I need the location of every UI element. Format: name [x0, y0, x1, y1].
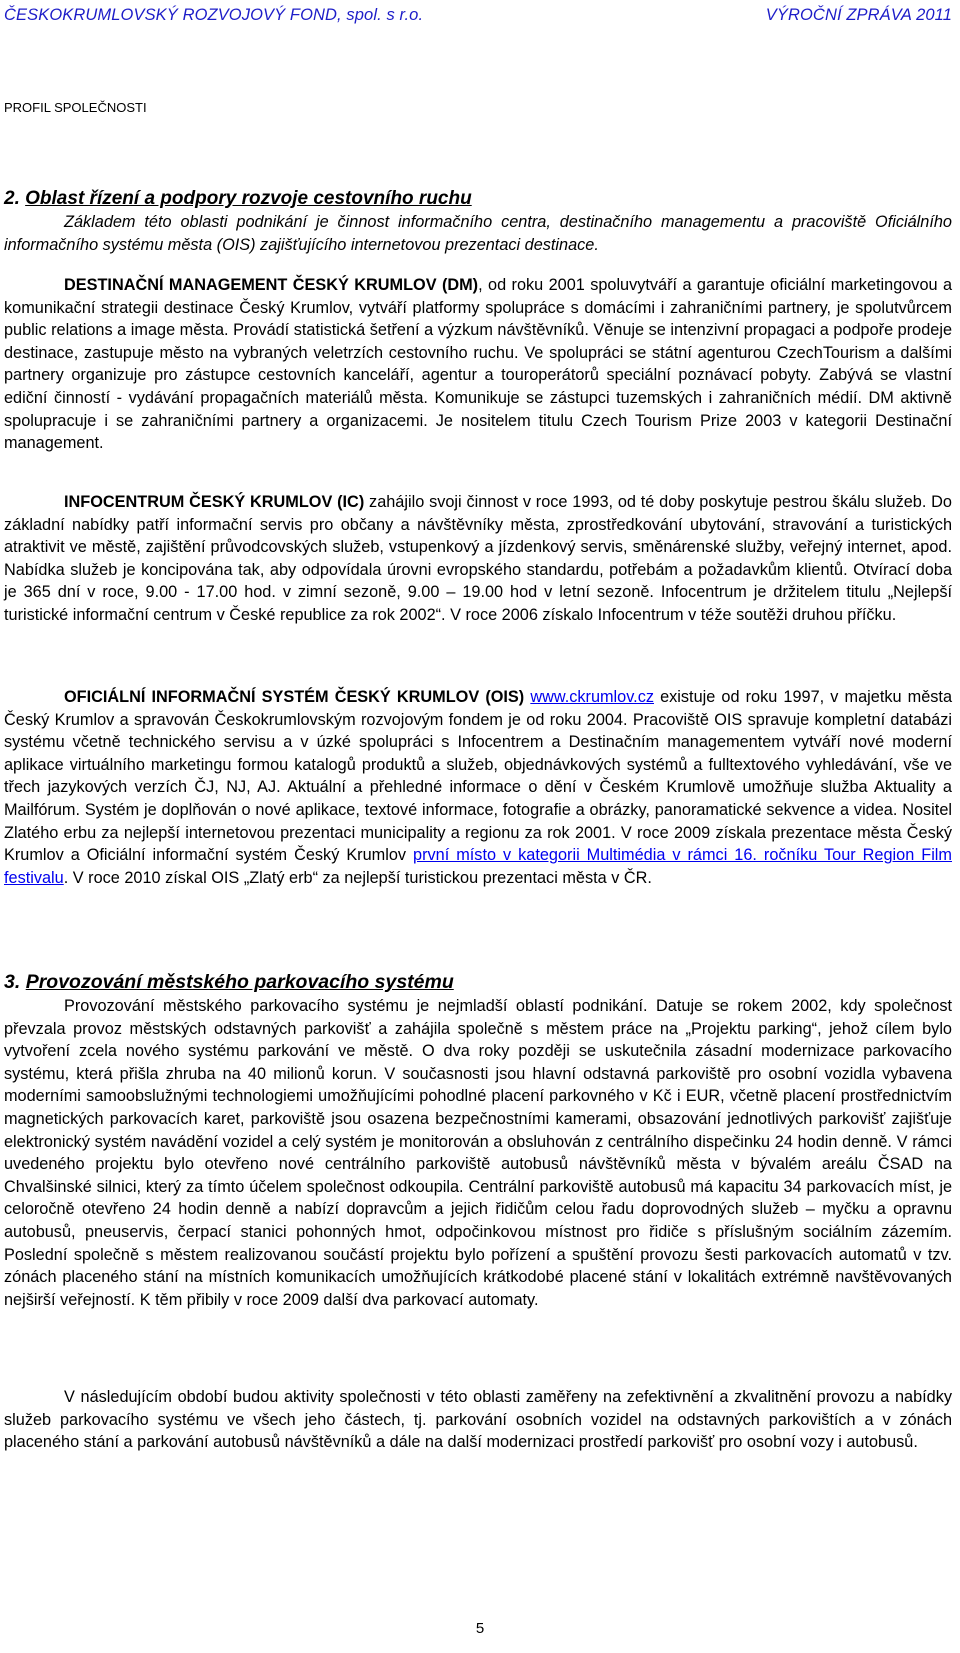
- section-2-intro: Základem této oblasti podnikání je činnost informačního centra, destinačního managementu a pracoviště Oficiálního informačního systému města (OIS) zajišťujícího internetovou prezentaci destinace.: [4, 213, 952, 254]
- ic-text: zahájilo svoji činnost v roce 1993, od té doby poskytuje pestrou škálu služeb. Do základní nabídky patří informační servis pro občany a návštěvníky města, zprostředkování ubytování, stravování a turistických atraktivit ve městě, zajištění průvodcovských služeb, vstupenkový a jízdenkový servis, směnárenské služby, veřejný internet, apod. Nabídka služeb je koncipována tak, aby odpovídala úrovni evropského standardu, potřebám a požadavkům klientů. Otvírací doba je 365 dní v roce, 9.00 - 17.00 hod. v zimní sezoně, 9.00 – 19.00 hod v letní sezoně. Infocentrum je držitelem titulu „Nejlepší turistické informační centrum v České republice za rok 2002“. V roce 2006 získalo Infocentrum v téže soutěži druhou příčku.: [4, 493, 952, 624]
- section-label: PROFIL SPOLEČNOSTI: [4, 100, 147, 115]
- section-3-paragraph-2-wrap: [4, 1386, 952, 1454]
- section-3: [4, 970, 952, 1311]
- dm-heading: DESTINAČNÍ MANAGEMENT ČESKÝ KRUMLOV (DM): [64, 276, 479, 294]
- section-3-paragraph-1: Provozování městského parkovacího systému je nejmladší oblastí podnikání. Datuje se rokem 2002, kdy společnost převzala provoz městských odstavných parkovišť a zahájila společně s městem práce na „Projektu parking“, jehož cílem bylo vytvoření zcela nového systému parkování ve městě. O dva roky později se uskutečnila zásadní modernizace parkovacího systému, která přišla zhruba na 40 milionů korun. V současnosti jsou hlavní odstavná parkoviště pro osobní vozidla vybavena moderními samoobslužnými technologiemi umožňujícími pohodlné placení parkovného v Kč i EUR, včetně placení prostřednictvím magnetických parkovacích karet, parkoviště jsou osazena bezpečnostními kamerami, obsazování jednotlivých parkovišť zajišťuje elektronický systém navádění vozidel a celý systém je monitorován a obsluhován z centrálního dispečinku 24 hodin denně. V rámci uvedeného projektu bylo otevřeno nové centrálního parkoviště autobusů návštěvníků města v bývalém areálu ČSAD na Chvalšinské silnici, který za tímto účelem společnost odkoupila. Centrální parkoviště autobusů má kapacitu 34 parkovacích míst, je celoročně otevřeno 24 hodin denně a nabízí dopravcům a jejich řidičům celou řadu doprovodných služeb – myčku a opravnu autobusů, pneuservis, čerpací stanici pohonných hmot, odpočinkovou místnost pro řidiče s příslušným sociálním zázemím. Poslední společně s městem realizovanou součástí projektu bylo pořízení a spuštění provozu šesti parkovacích automatů v tzv. zónách placeného stání na místních komunikacích umožňujících krátkodobé placené stání v lokalitách extrémně navštěvovaných nejširší veřejností. K těm přibily v roce 2009 další dva parkovací automaty.: [4, 997, 952, 1309]
- section-2-number: 2.: [4, 188, 20, 209]
- section-3-heading: [4, 970, 952, 995]
- running-header: [4, 6, 952, 25]
- section-3-paragraph-2: V následujícím období budou aktivity společnosti v této oblasti zaměřeny na zefektivnění a zkvalitnění provozu a nabídky služeb parkovacího systému ve všech jeho částech, tj. parkování osobních vozidel na odstavných parkovištích a v zónách placeného stání a parkování autobusů návštěvníků a dále na další modernizaci prostředí parkovišť pro osobní vozy i autobusů.: [4, 1388, 952, 1452]
- company-name: ČESKOKRUMLOVSKÝ ROZVOJOVÝ FOND, spol. s r.o.: [4, 6, 424, 24]
- ois-text-2: . V roce 2010 získal OIS „Zlatý erb“ za nejlepší turistickou prezentaci města v ČR.: [63, 868, 652, 887]
- award-link[interactable]: první místo v kategorii Multimédia v rámci 16. ročníku Tour Region Film festivalu: [4, 846, 952, 887]
- ic-heading: INFOCENTRUM ČESKÝ KRUMLOV (IC): [64, 493, 365, 511]
- section-2: [4, 186, 952, 256]
- ois-heading: OFICIÁLNÍ INFORMAČNÍ SYSTÉM ČESKÝ KRUMLOV (OIS): [64, 688, 525, 706]
- ois-text-1: existuje od roku 1997, v majetku města Český Krumlov a spravován Českokrumlovským rozvojovým fondem je od roku 2004. Pracoviště OIS spravuje kompletní databázi systému včetně technického servisu a v úzké spolupráci s Infocentrem a Destinačním managementem vytváří nové moderní aplikace virtuálního marketingu formou katalogů produktů a služeb, objednávkových systémů a fulltextového vyhledávání, vše ve třech jazykových verzích ČJ, NJ, AJ. Aktuální a přehledné informace o dění v Českém Krumlově umožňuje služba Aktuality a Mailfórum. Systém je doplňován o nové aplikace, textové informace, fotografie a obrázky, panoramatické sekvence a videa. Nositel Zlatého erbu za nejlepší internetovou prezentaci municipality a regionu za rok 2001. V roce 2009 získala prezentace města Český Krumlov a Oficiální informační systém Český Krumlov: [4, 688, 952, 865]
- ckrumlov-link[interactable]: www.ckrumlov.cz: [530, 688, 654, 706]
- page-number: 5: [475, 1620, 485, 1637]
- dm-text: , od roku 2001 spoluvytváří a garantuje oficiální marketingovou a komunikační strategii destinace Český Krumlov, vytváří platformy spolupráce s domácími i zahraničními partnery, je spolutvůrcem public relations a image města. Provádí statistická šetření a výzkum návštěvníků. Věnuje se intenzivní propagaci a podpoře prodeje destinace, zastupuje město na vybraných veletrzích cestovního ruchu. Ve spolupráci se státní agenturou CzechTourism a dalšími partnery organizuje pro zástupce cestovních kanceláří, agentur a touroperátorů speciální poznávací pobyty. Zabývá se vlastní ediční činností - vydávání propagačních materiálů města. Komunikuje se zástupci tuzemských i zahraničních médií. DM aktivně spolupracuje i se zahraničními partnery a organizacemi. Je nositelem titulu Czech Tourism Prize 2003 v kategorii Destinační management.: [4, 276, 952, 453]
- dm-paragraph: [4, 274, 952, 455]
- ois-paragraph: [4, 686, 952, 889]
- report-title: VÝROČNÍ ZPRÁVA 2011: [765, 6, 952, 24]
- ic-paragraph: [4, 491, 952, 627]
- section-2-title: Oblast řízení a podpory rozvoje cestovního ruchu: [25, 188, 472, 209]
- section-2-heading: [4, 186, 952, 211]
- section-3-title: Provozování městského parkovacího systému: [25, 971, 454, 993]
- section-3-number: 3.: [4, 971, 21, 993]
